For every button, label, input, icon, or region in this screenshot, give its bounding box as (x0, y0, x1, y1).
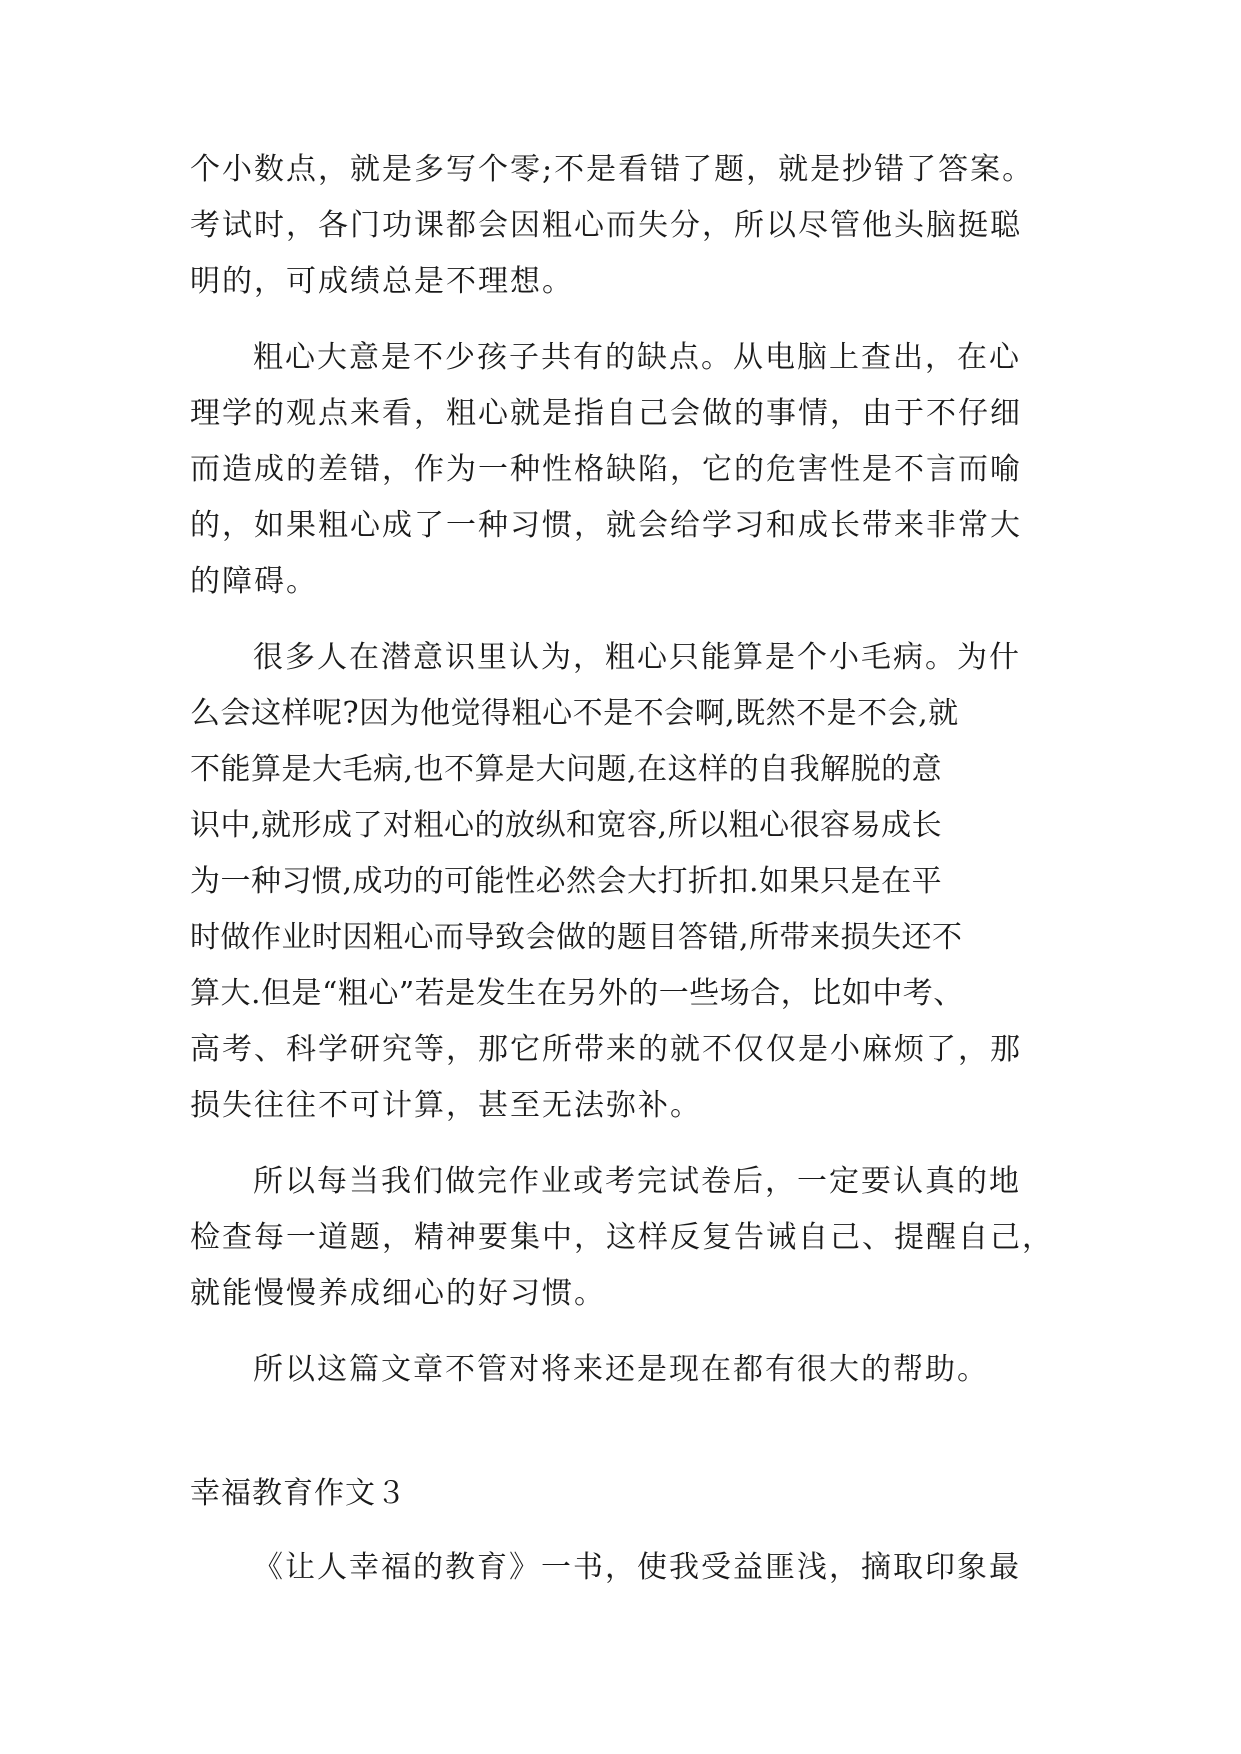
text-line: 时做作业时因粗心而导致会做的题目答错,所带来损失还不 (190, 920, 963, 955)
text-line: 的障碍。 (190, 564, 318, 599)
text-line: 理学的观点来看，粗心就是指自己会做的事情，由于不仔细 (190, 396, 1022, 431)
text-line: 检查每一道题，精神要集中，这样反复告诫自己、提醒自己， (190, 1220, 1054, 1255)
text-line: 就能慢慢养成细心的好习惯。 (190, 1276, 606, 1311)
text-line: 么会这样呢?因为他觉得粗心不是不会啊,既然不是不会,就 (190, 696, 959, 731)
text-line: 高考、科学研究等，那它所带来的就不仅仅是小麻烦了，那 (190, 1032, 1022, 1067)
text-line: 识中,就形成了对粗心的放纵和宽容,所以粗心很容易成长 (190, 808, 943, 843)
text-line: 损失往往不可计算，甚至无法弥补。 (190, 1088, 702, 1123)
text-line: 个小数点，就是多写个零;不是看错了题，就是抄错了答案。 (190, 152, 1035, 187)
text-line: 《让人幸福的教育》一书，使我受益匪浅，摘取印象最 (253, 1550, 1021, 1585)
text-line: 为一种习惯,成功的可能性必然会大打折扣.如果只是在平 (190, 864, 943, 899)
text-line: 粗心大意是不少孩子共有的缺点。从电脑上查出，在心 (253, 340, 1021, 375)
text-line: 而造成的差错，作为一种性格缺陷，它的危害性是不言而喻 (190, 452, 1022, 487)
text-line: 算大.但是“粗心”若是发生在另外的一些场合，比如中考、 (190, 976, 964, 1011)
text-line: 很多人在潜意识里认为，粗心只能算是个小毛病。为什 (253, 640, 1021, 675)
text-line: 考试时，各门功课都会因粗心而失分，所以尽管他头脑挺聪 (190, 208, 1022, 243)
text-line: 所以这篇文章不管对将来还是现在都有很大的帮助。 (253, 1352, 989, 1387)
text-line: 不能算是大毛病,也不算是大问题,在这样的自我解脱的意 (190, 752, 943, 787)
section-heading: 幸福教育作文３ (190, 1476, 407, 1511)
text-line: 明的，可成绩总是不理想。 (190, 264, 574, 299)
text-line: 的，如果粗心成了一种习惯，就会给学习和成长带来非常大 (190, 508, 1022, 543)
text-line: 所以每当我们做完作业或考完试卷后，一定要认真的地 (253, 1164, 1021, 1199)
